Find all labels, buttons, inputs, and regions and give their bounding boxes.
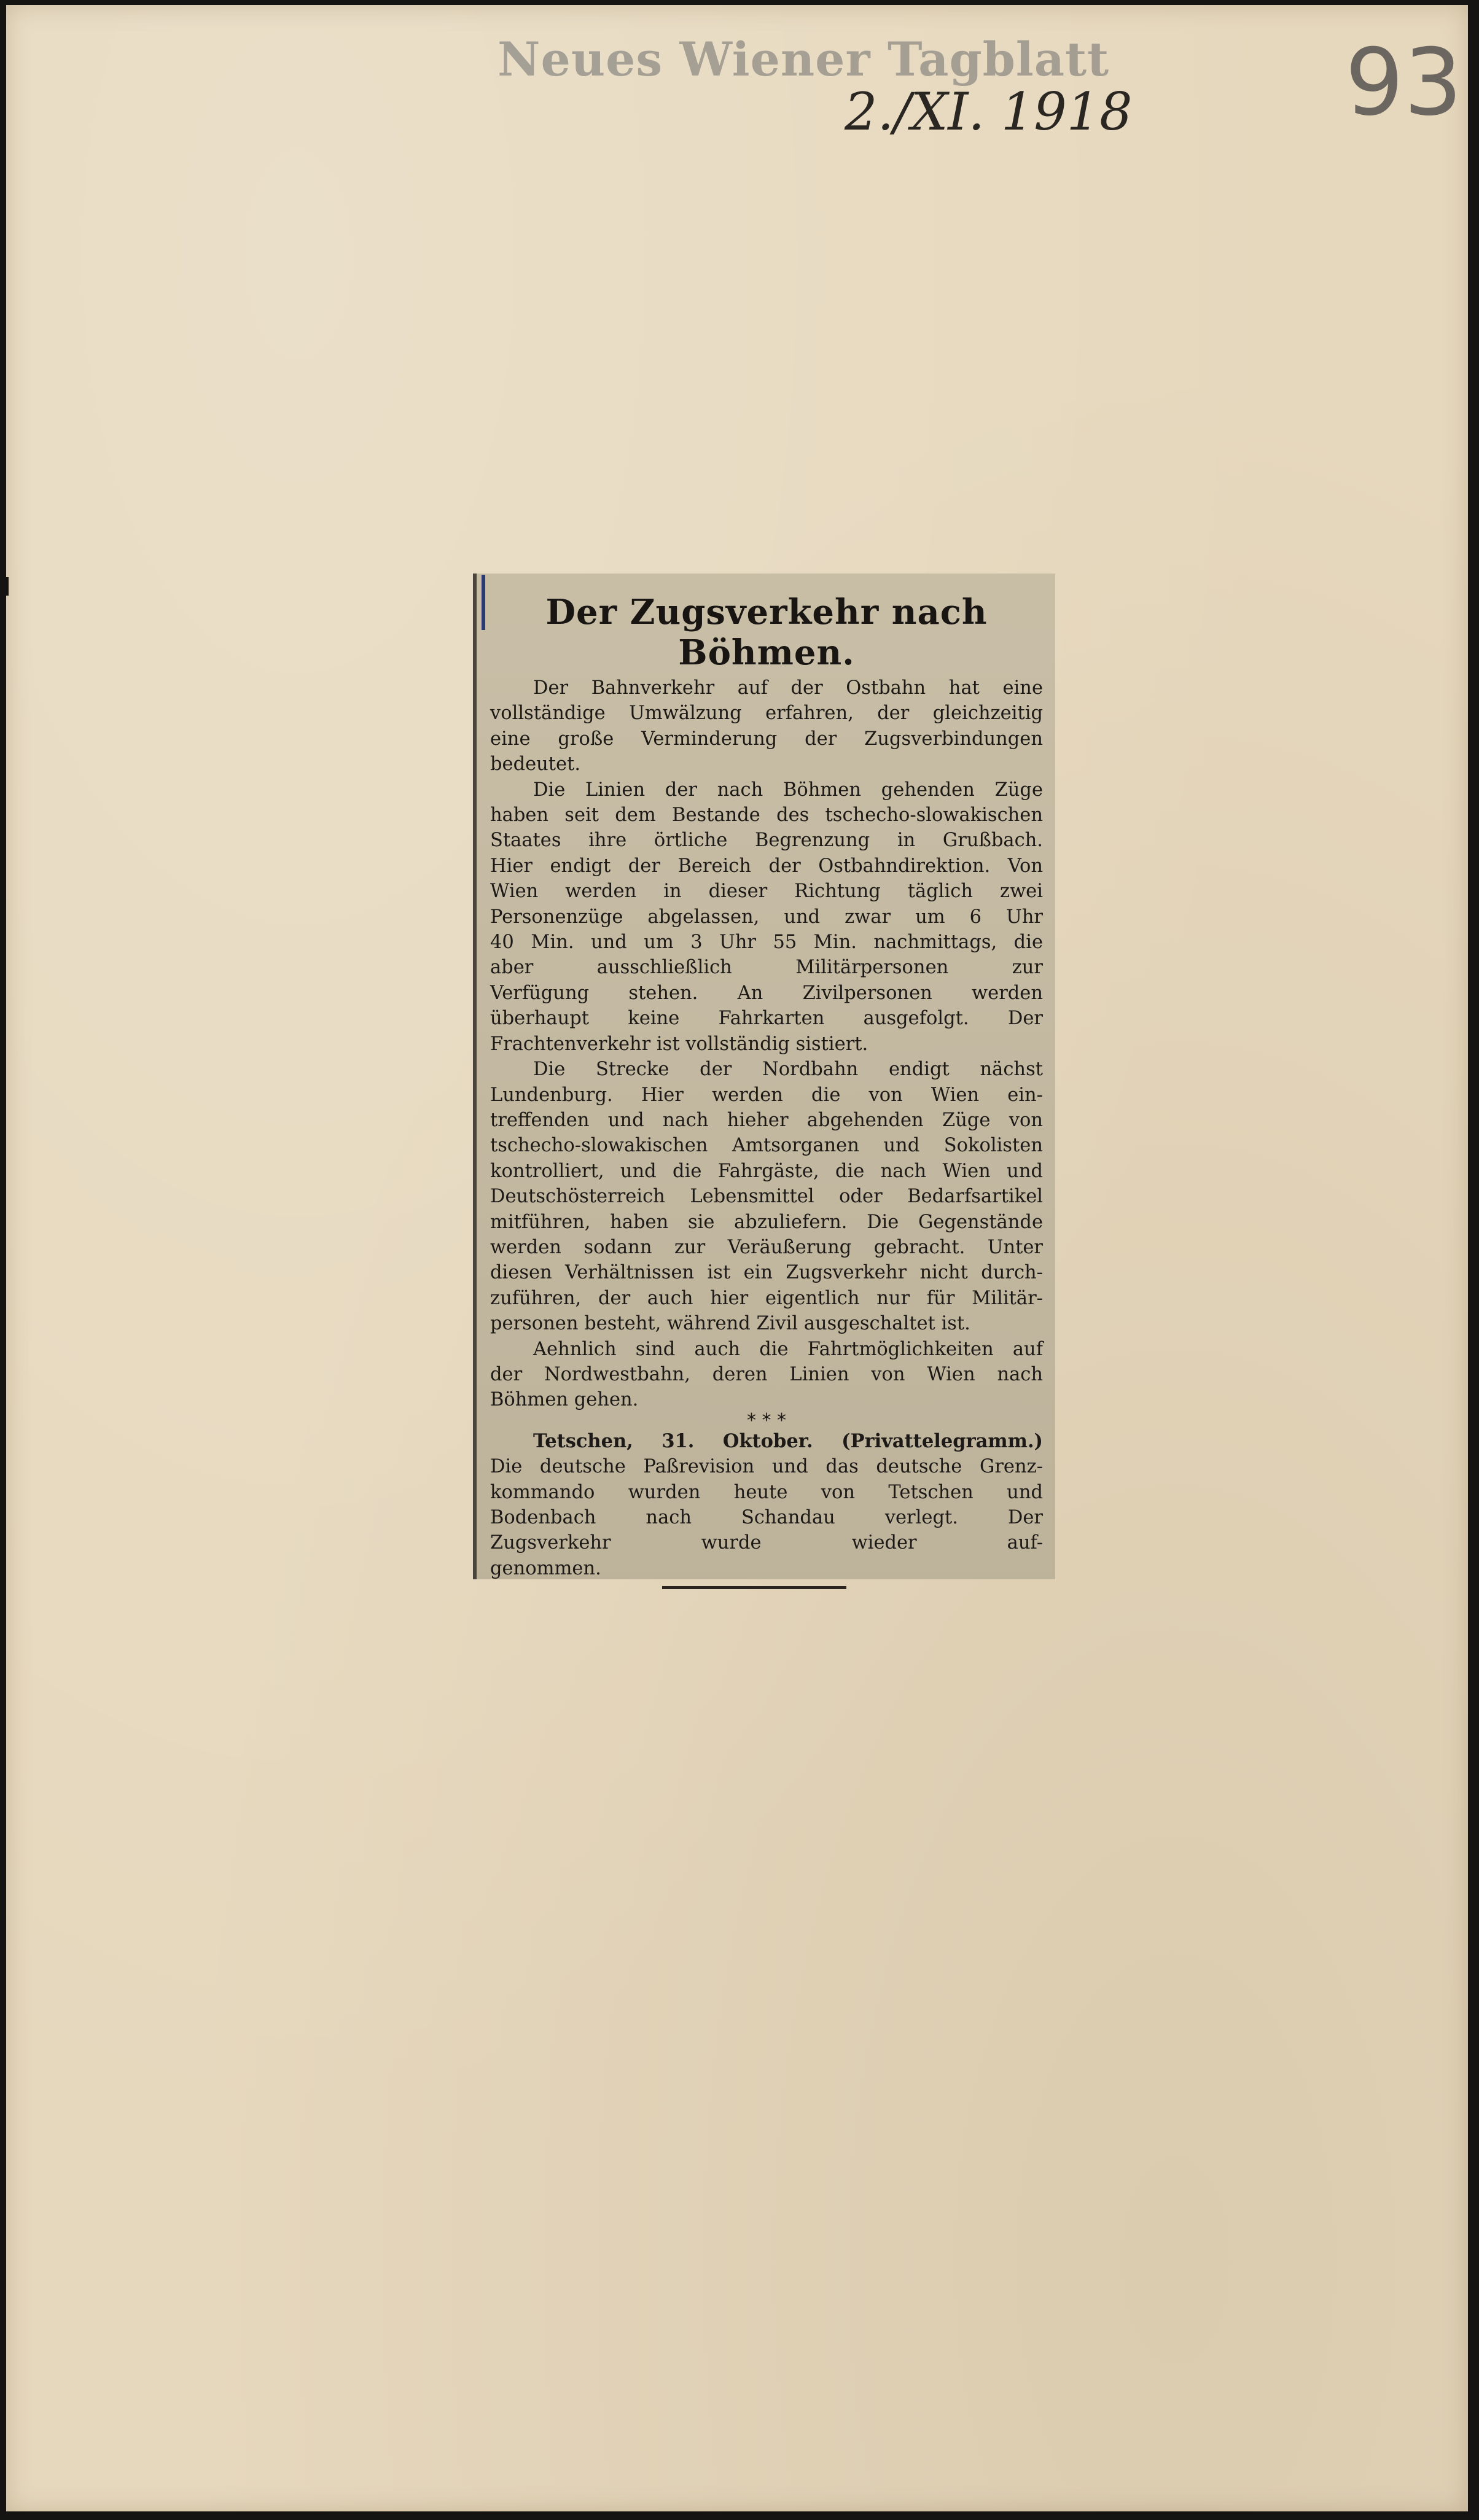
text-line: kommando wurden heute von Tetschen und xyxy=(490,1481,1043,1503)
text-line: Lundenburg. Hier werden die von Wien ein- xyxy=(490,1084,1043,1106)
article-paragraph xyxy=(490,1057,1043,1336)
text-line: genommen. xyxy=(490,1557,601,1579)
clipping-edge-mark xyxy=(482,575,485,630)
archive-sheet xyxy=(6,5,1468,2511)
newspaper-stamp: Neues Wiener Tagblatt xyxy=(498,32,1110,87)
text-line: bedeutet. xyxy=(490,753,581,776)
text-line: vollständige Umwälzung erfahren, der gleichzeitig xyxy=(490,702,1043,725)
telegram-paragraph xyxy=(490,1429,1043,1581)
text-line: Staates ihre örtliche Begrenzung in Grußbach. xyxy=(490,830,1043,852)
text-line: Deutschösterreich Lebensmittel oder Bedarfsartikel xyxy=(490,1186,1043,1208)
text-line: Die Strecke der Nordbahn endigt nächst xyxy=(533,1059,1043,1081)
folio-number: 93 xyxy=(1345,29,1462,136)
text-line: Aehnlich sind auch die Fahrtmöglichkeiten auf xyxy=(533,1338,1043,1360)
text-line: zuführen, der auch hier eigentlich nur für Militär- xyxy=(490,1287,1043,1309)
sheet-tear xyxy=(0,577,9,596)
text-line: überhaupt keine Fahrkarten ausgefolgt. Der xyxy=(490,1008,1043,1030)
handwritten-date: 2./XI. 1918 xyxy=(845,82,1133,142)
text-line: Die deutsche Paßrevision und das deutsche Grenz- xyxy=(490,1456,1043,1478)
telegram-dateline: Tetschen, 31. Oktober. (Privattelegramm.) xyxy=(533,1429,1043,1452)
text-line: Bodenbach nach Schandau verlegt. Der xyxy=(490,1507,1043,1528)
text-line: Personenzüge abgelassen, und zwar um 6 Uhr xyxy=(490,906,1043,928)
text-line: Böhmen gehen. xyxy=(490,1389,639,1411)
text-line: personen besteht, während Zivil ausgeschaltet ist. xyxy=(490,1313,970,1335)
article-paragraph xyxy=(490,1337,1043,1413)
text-line: werden sodann zur Veräußerung gebracht. Unter xyxy=(490,1236,1043,1258)
text-line: Zugsverkehr wurde wieder auf- xyxy=(490,1532,1043,1554)
text-line: mitführen, haben sie abzuliefern. Die Gegenstände xyxy=(490,1211,1043,1233)
text-line: Wien werden in dieser Richtung täglich zwei xyxy=(490,881,1043,903)
text-line: 40 Min. und um 3 Uhr 55 Min. nachmittags, die xyxy=(490,931,1043,954)
text-line: Der Bahnverkehr auf der Ostbahn hat eine xyxy=(533,677,1043,699)
text-line: tschecho-slowakischen Amtsorganen und Sokolisten xyxy=(490,1135,1043,1157)
text-line: aber ausschließlich Militärpersonen zur xyxy=(490,957,1043,979)
newspaper-clipping xyxy=(473,574,1055,1579)
text-line: kontrolliert, und die Fahrgäste, die nach Wien und xyxy=(490,1160,1043,1182)
text-line: Frachtenverkehr ist vollständig sistiert. xyxy=(490,1033,868,1055)
end-rule xyxy=(662,1586,846,1589)
section-separator: * * * xyxy=(746,1409,787,1431)
article-paragraph xyxy=(490,675,1043,777)
text-line: diesen Verhältnissen ist ein Zugsverkehr nicht durch- xyxy=(490,1262,1043,1284)
text-line: der Nordwestbahn, deren Linien von Wien nach xyxy=(490,1363,1043,1385)
article-headline: Der Zugsverkehr nach Böhmen. xyxy=(545,592,988,673)
text-line: Hier endigt der Bereich der Ostbahndirektion. Von xyxy=(490,855,1043,877)
text-line: Die Linien der nach Böhmen gehenden Züge xyxy=(533,779,1043,801)
text-line: treffenden und nach hieher abgehenden Züge von xyxy=(490,1109,1043,1131)
article-paragraph xyxy=(490,777,1043,1057)
text-line: Verfügung stehen. An Zivilpersonen werden xyxy=(490,982,1043,1004)
text-line: haben seit dem Bestande des tschecho-slowakischen xyxy=(490,804,1043,826)
text-line: eine große Verminderung der Zugsverbindungen xyxy=(490,728,1043,750)
